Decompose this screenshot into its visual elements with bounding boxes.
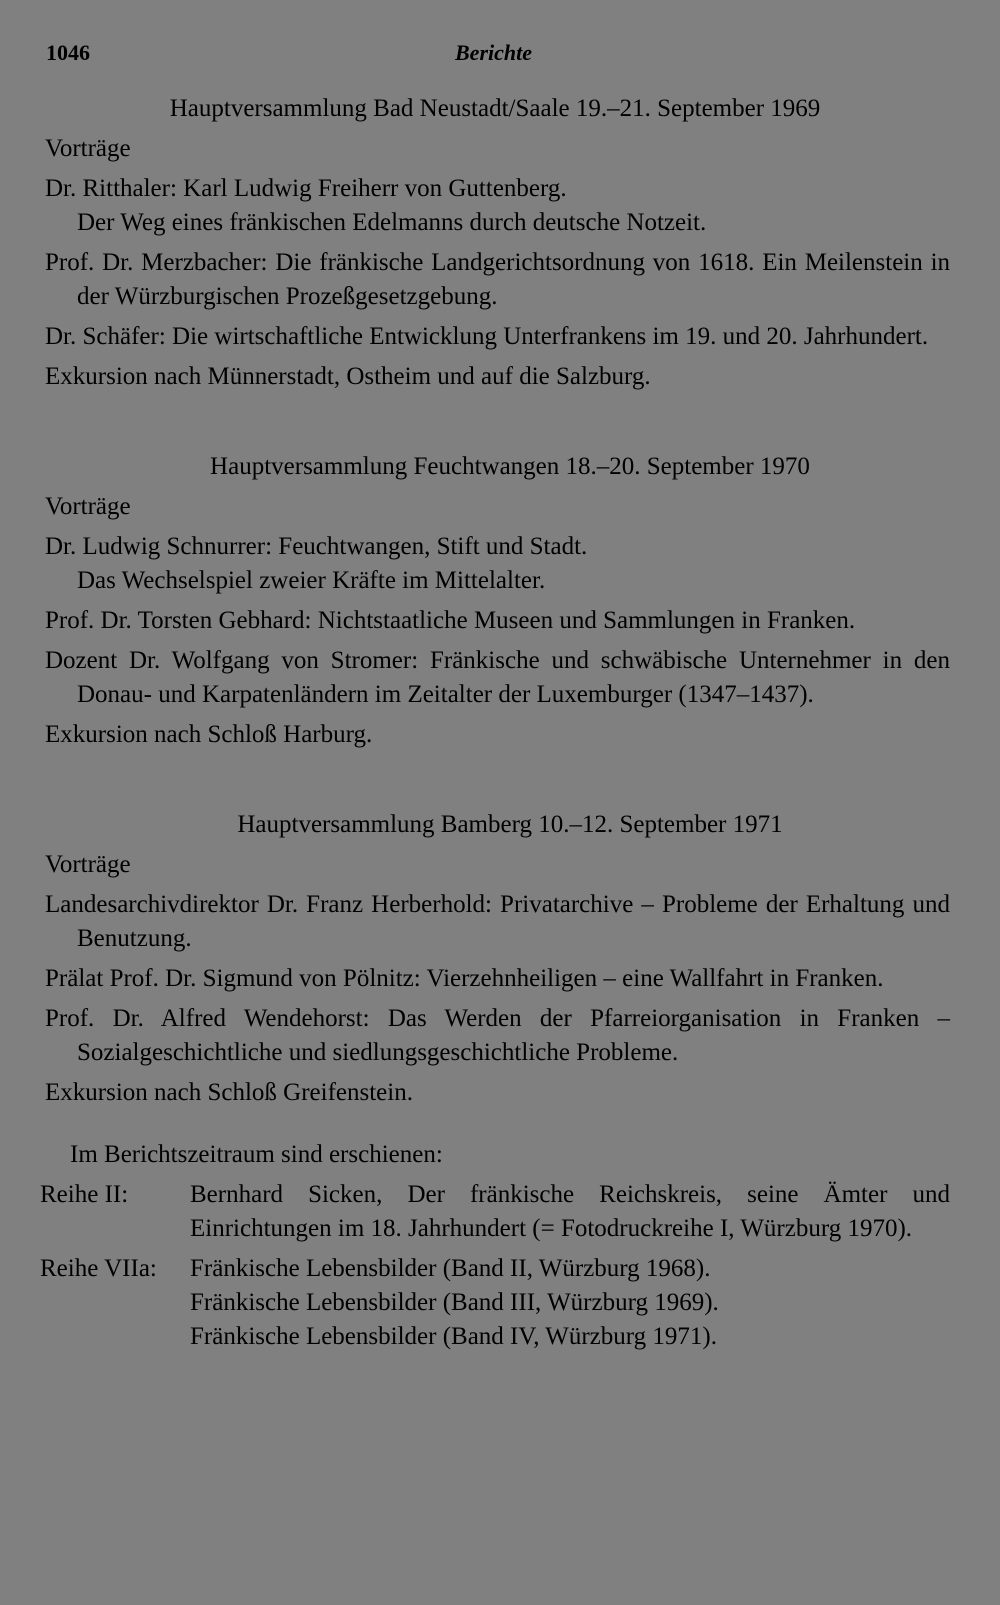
publications-intro: Im Berichtszeitraum sind erschienen: bbox=[70, 1141, 443, 1168]
lecture-speaker: Dr. Schäfer: bbox=[45, 323, 166, 350]
lecture-speaker: Prof. Dr. Torsten Gebhard: bbox=[45, 607, 312, 634]
lecture-item bbox=[45, 1002, 950, 1070]
lecture-title: Die fränkische Landgerichtsordnung von 1618. Ein Meilenstein in der Würzburgischen Prozeßgesetzgebung. bbox=[77, 249, 951, 310]
lecture-item bbox=[45, 644, 950, 712]
section-bad-neustadt-1969 bbox=[40, 92, 950, 394]
lecture-title: Fränkische und schwäbische Unternehmer in den Donau- und Karpatenländern im Zeitalter der Luxemburger (1347–1437). bbox=[77, 647, 950, 708]
lecture-title: Karl Ludwig Freiherr von Guttenberg. bbox=[183, 175, 567, 202]
publication-item: Fränkische Lebensbilder (Band III, Würzburg 1969). bbox=[190, 1289, 719, 1316]
lecture-item bbox=[45, 888, 950, 956]
series-label: Reihe VIIa: bbox=[40, 1255, 157, 1282]
publications-section bbox=[40, 1138, 950, 1354]
lecture-speaker: Prof. Dr. Alfred Wendehorst: bbox=[45, 1005, 370, 1032]
publication-item: Bernhard Sicken, Der fränkische Reichskreis, seine Ämter und Einrichtungen im 18. Jahrhundert (= Fotodruckreihe I, Würzburg 1970). bbox=[190, 1181, 950, 1242]
section-feuchtwangen-1970 bbox=[40, 450, 950, 752]
publication-item: Fränkische Lebensbilder (Band IV, Würzburg 1971). bbox=[190, 1323, 717, 1350]
lecture-item bbox=[45, 172, 950, 240]
lectures-label: Vorträge bbox=[45, 851, 131, 878]
section-bamberg-1971 bbox=[40, 808, 950, 1110]
lecture-title: Privatarchive – Probleme der Erhaltung und Benutzung. bbox=[77, 891, 950, 952]
lecture-speaker: Dozent Dr. Wolfgang von Stromer: bbox=[45, 647, 419, 674]
lecture-subtitle: Das Wechselspiel zweier Kräfte im Mittelalter. bbox=[77, 567, 546, 594]
running-title: Berichte bbox=[455, 40, 532, 65]
lecture-item bbox=[45, 962, 950, 996]
lectures-label: Vorträge bbox=[45, 135, 131, 162]
lecture-speaker: Landesarchivdirektor Dr. Franz Herberhold: bbox=[45, 891, 492, 918]
excursion-line: Exkursion nach Münnerstadt, Ostheim und auf die Salzburg. bbox=[45, 363, 651, 390]
section-heading: Hauptversammlung Bad Neustadt/Saale 19.–21. September 1969 bbox=[169, 95, 821, 122]
lecture-title: Feuchtwangen, Stift und Stadt. bbox=[278, 533, 588, 560]
section-heading: Hauptversammlung Feuchtwangen 18.–20. September 1970 bbox=[210, 453, 810, 480]
excursion-line: Exkursion nach Schloß Harburg. bbox=[45, 721, 373, 748]
lecture-speaker: Prof. Dr. Merzbacher: bbox=[45, 249, 268, 276]
lecture-title: Die wirtschaftliche Entwicklung Unterfrankens im 19. und 20. Jahrhundert. bbox=[172, 323, 929, 350]
lecture-speaker: Dr. Ludwig Schnurrer: bbox=[45, 533, 273, 560]
series-entry bbox=[40, 1178, 950, 1246]
lecture-subtitle: Der Weg eines fränkischen Edelmanns durch deutsche Notzeit. bbox=[77, 209, 707, 236]
running-head bbox=[40, 36, 950, 70]
series-label: Reihe II: bbox=[40, 1181, 129, 1208]
lecture-item bbox=[45, 530, 950, 598]
lecture-item bbox=[45, 604, 950, 638]
lectures-label: Vorträge bbox=[45, 493, 131, 520]
lecture-speaker: Dr. Ritthaler: bbox=[45, 175, 177, 202]
excursion-line: Exkursion nach Schloß Greifenstein. bbox=[45, 1079, 413, 1106]
lecture-item bbox=[45, 246, 950, 314]
series-body bbox=[190, 1178, 950, 1246]
publication-item: Fränkische Lebensbilder (Band II, Würzburg 1968). bbox=[190, 1255, 711, 1282]
lecture-title: Nichtstaatliche Museen und Sammlungen in Franken. bbox=[317, 607, 856, 634]
series-entry bbox=[40, 1252, 950, 1354]
series-body bbox=[190, 1252, 950, 1354]
lecture-title: Vierzehnheiligen – eine Wallfahrt in Franken. bbox=[426, 965, 884, 992]
section-heading: Hauptversammlung Bamberg 10.–12. September 1971 bbox=[237, 811, 783, 838]
page-number: 1046 bbox=[46, 40, 90, 65]
lecture-item bbox=[45, 320, 950, 354]
lecture-title: Das Werden der Pfarreiorganisation in Franken – Sozialgeschichtliche und siedlungsgeschichtliche Probleme. bbox=[77, 1005, 950, 1066]
lecture-speaker: Prälat Prof. Dr. Sigmund von Pölnitz: bbox=[45, 965, 421, 992]
